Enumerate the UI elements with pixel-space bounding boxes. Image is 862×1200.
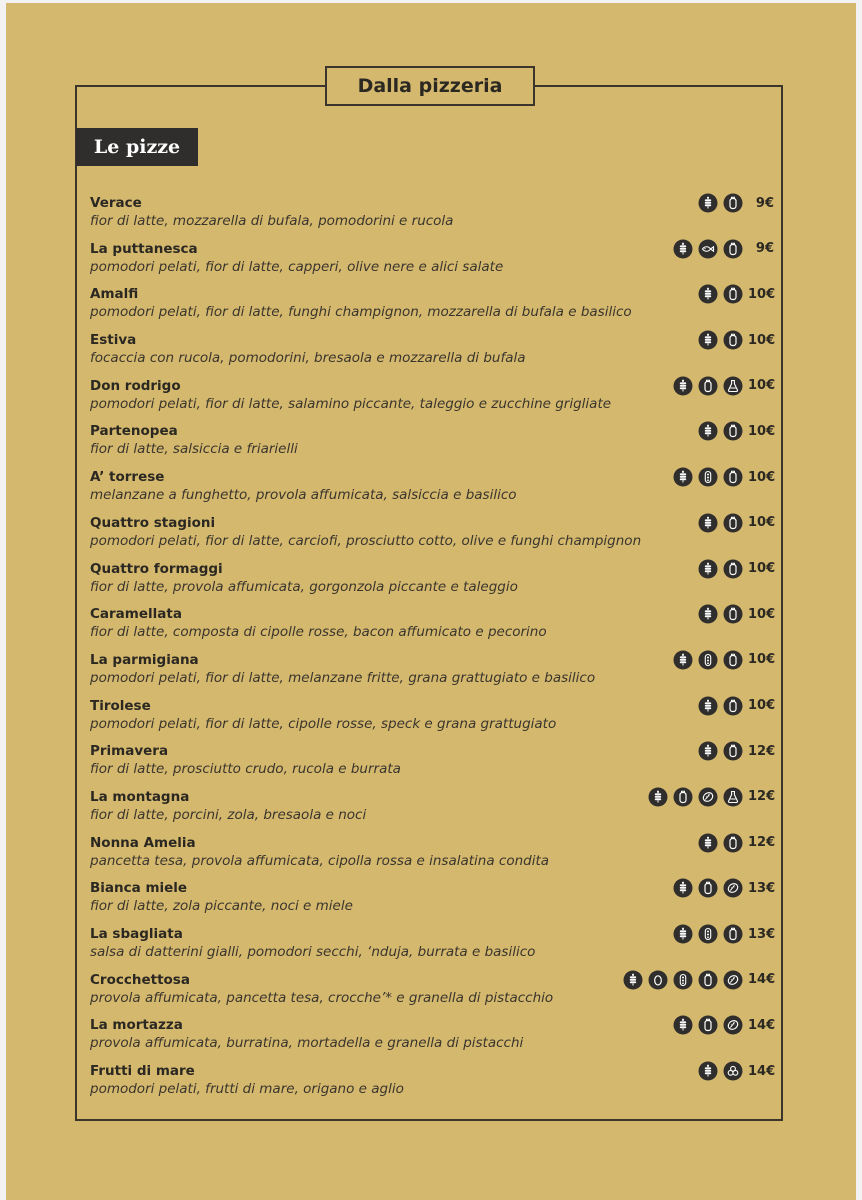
- item-meta: [698, 1060, 774, 1082]
- item-name: Verace: [90, 195, 142, 211]
- gluten-icon: [673, 376, 693, 396]
- lactose-icon: [723, 559, 743, 579]
- item-description: provola affumicata, pancetta tesa, crocche’* e granella di pistacchio: [90, 989, 554, 1006]
- menu-title: Dalla pizzeria: [325, 66, 535, 106]
- gluten-icon: [698, 513, 718, 533]
- item-price: 13€: [748, 880, 776, 896]
- item-price: 10€: [748, 606, 776, 622]
- item-price: 10€: [748, 469, 776, 485]
- item-meta: [623, 969, 774, 991]
- lactose-icon: [723, 421, 743, 441]
- item-price: 12€: [748, 789, 776, 805]
- menu-item: [90, 329, 774, 375]
- item-price: 10€: [748, 423, 776, 439]
- item-description: salsa di datterini gialli, pomodori secchi, ‘nduja, burrata e basilico: [90, 944, 536, 960]
- menu-item: [90, 283, 774, 329]
- item-name: La parmigiana: [90, 651, 199, 668]
- lactose-icon: [723, 467, 743, 487]
- item-name: La sbagliata: [90, 926, 183, 942]
- section-title: Le pizze: [76, 128, 198, 166]
- lactose-icon: [723, 741, 743, 761]
- item-meta: [648, 786, 774, 808]
- allergen-icons: [698, 421, 743, 441]
- allergen-icons: [698, 741, 743, 761]
- egg-icon: [648, 970, 668, 990]
- item-meta: [673, 238, 774, 260]
- item-meta: [673, 375, 774, 397]
- menu-item: [90, 740, 774, 786]
- item-meta: [698, 420, 774, 442]
- item-name: Partenopea: [90, 423, 178, 440]
- allergen-icons: [673, 924, 743, 944]
- allergen-icons: [673, 650, 743, 670]
- item-description: fior di latte, porcini, zola, bresaola e noci: [90, 806, 367, 823]
- gluten-icon: [698, 330, 718, 350]
- item-price: 14€: [748, 1017, 776, 1033]
- menu-item: [90, 923, 774, 969]
- item-name: Primavera: [90, 743, 169, 760]
- menu-item: [90, 512, 774, 558]
- item-name: Amalfi: [90, 286, 139, 303]
- menu-page: [6, 3, 856, 1200]
- allergen-icons: [698, 833, 743, 853]
- allergen-icons: [698, 559, 743, 579]
- lactose-icon: [723, 239, 743, 259]
- allergen-icons: [698, 1061, 743, 1081]
- menu-item: [90, 1060, 774, 1106]
- item-name: Tirolese: [90, 697, 151, 714]
- item-meta: [698, 329, 774, 351]
- menu-item: [90, 192, 774, 238]
- item-price: 12€: [748, 835, 776, 851]
- item-meta: [698, 558, 774, 580]
- item-description: pomodori pelati, fior di latte, carciofi, prosciutto cotto, olive e funghi champignon: [90, 532, 642, 549]
- item-meta: [698, 603, 774, 625]
- gluten-icon: [698, 421, 718, 441]
- item-name: Quattro stagioni: [90, 514, 216, 531]
- allergen-icons: [673, 239, 743, 259]
- sulfite-icon: [723, 376, 743, 396]
- gluten-icon: [673, 239, 693, 259]
- item-name: Don rodrigo: [90, 377, 181, 394]
- item-name: La montagna: [90, 788, 190, 805]
- item-name: Caramellata: [90, 606, 182, 623]
- lactose-icon: [723, 833, 743, 853]
- allergen-icons: [698, 696, 743, 716]
- item-description: pomodori pelati, fior di latte, capperi, olive nere e alici salate: [90, 258, 504, 275]
- shellfish-icon: [723, 1061, 743, 1081]
- nuts-icon: [723, 878, 743, 898]
- item-description: melanzane a funghetto, provola affumicata, salsiccia e basilico: [90, 487, 517, 504]
- lactose-icon: [698, 376, 718, 396]
- item-description: pomodori pelati, fior di latte, cipolle rosse, speck e grana grattugiato: [90, 715, 557, 732]
- sulfite-icon: [723, 787, 743, 807]
- allergen-icons: [623, 970, 743, 990]
- item-price: 14€: [748, 1063, 776, 1079]
- soy-icon: [698, 650, 718, 670]
- item-description: fior di latte, zola piccante, noci e miele: [90, 898, 353, 915]
- item-description: fior di latte, provola affumicata, gorgonzola piccante e taleggio: [90, 578, 518, 595]
- item-meta: [698, 740, 774, 762]
- allergen-icons: [673, 467, 743, 487]
- fish-icon: [698, 239, 718, 259]
- lactose-icon: [723, 513, 743, 533]
- item-meta: [673, 877, 774, 899]
- item-price: 10€: [748, 652, 776, 668]
- gluten-icon: [673, 467, 693, 487]
- menu-item: [90, 695, 774, 741]
- menu-item: [90, 877, 774, 923]
- menu-item: [90, 969, 774, 1015]
- item-meta: [698, 832, 774, 854]
- item-meta: [673, 649, 774, 671]
- nuts-icon: [723, 970, 743, 990]
- item-name: Bianca miele: [90, 880, 188, 897]
- allergen-icons: [698, 284, 743, 304]
- menu-item: [90, 786, 774, 832]
- item-price: 10€: [748, 332, 776, 348]
- item-meta: [698, 512, 774, 534]
- item-description: pancetta tesa, provola affumicata, cipolla rossa e insalatina condita: [90, 852, 550, 869]
- item-meta: [673, 466, 774, 488]
- item-price: 10€: [748, 286, 776, 302]
- item-name: Crocchettosa: [90, 971, 190, 988]
- lactose-icon: [723, 604, 743, 624]
- item-name: Frutti di mare: [90, 1063, 195, 1080]
- item-description: provola affumicata, burratina, mortadella e granella di pistacchi: [90, 1035, 524, 1052]
- gluten-icon: [698, 284, 718, 304]
- gluten-icon: [698, 193, 718, 213]
- gluten-icon: [673, 1015, 693, 1035]
- item-price: 10€: [748, 515, 776, 531]
- gluten-icon: [698, 696, 718, 716]
- menu-item: [90, 420, 774, 466]
- lactose-icon: [673, 787, 693, 807]
- lactose-icon: [723, 696, 743, 716]
- item-meta: [698, 283, 774, 305]
- menu-item: [90, 649, 774, 695]
- item-price: 10€: [748, 378, 776, 394]
- menu-list: [90, 192, 774, 1106]
- item-price: 10€: [748, 561, 776, 576]
- item-meta: [673, 923, 774, 945]
- lactose-icon: [723, 284, 743, 304]
- item-description: pomodori pelati, fior di latte, salamino piccante, taleggio e zucchine grigliate: [90, 395, 612, 412]
- lactose-icon: [698, 1015, 718, 1035]
- item-description: pomodori pelati, fior di latte, funghi champignon, mozzarella di bufala e basilico: [90, 304, 632, 321]
- gluten-icon: [698, 741, 718, 761]
- item-price: 13€: [748, 926, 776, 942]
- gluten-icon: [698, 1061, 718, 1081]
- item-description: fior di latte, prosciutto crudo, rucola e burrata: [90, 761, 401, 778]
- item-description: fior di latte, composta di cipolle rosse, bacon affumicato e pecorino: [90, 624, 547, 641]
- menu-item: [90, 375, 774, 421]
- item-name: Nonna Amelia: [90, 834, 196, 851]
- lactose-icon: [698, 970, 718, 990]
- gluten-icon: [698, 559, 718, 579]
- nuts-icon: [698, 787, 718, 807]
- item-description: fior di latte, salsiccia e friarielli: [90, 441, 298, 458]
- item-name: A’ torrese: [90, 469, 165, 486]
- lactose-icon: [723, 924, 743, 944]
- item-description: pomodori pelati, fior di latte, melanzane fritte, grana grattugiato e basilico: [90, 669, 596, 686]
- item-name: La mortazza: [90, 1017, 183, 1034]
- item-description: fior di latte, mozzarella di bufala, pomodorini e rucola: [90, 213, 454, 229]
- gluten-icon: [698, 833, 718, 853]
- menu-item: [90, 558, 774, 604]
- menu-item: [90, 832, 774, 878]
- gluten-icon: [648, 787, 668, 807]
- menu-item: [90, 466, 774, 512]
- item-name: Estiva: [90, 332, 137, 349]
- gluten-icon: [673, 924, 693, 944]
- soy-icon: [673, 970, 693, 990]
- allergen-icons: [673, 376, 743, 396]
- item-price: 14€: [748, 972, 776, 988]
- gluten-icon: [673, 650, 693, 670]
- item-description: focaccia con rucola, pomodorini, bresaola e mozzarella di bufala: [90, 350, 526, 367]
- item-description: pomodori pelati, frutti di mare, origano e aglio: [90, 1081, 404, 1098]
- item-price: 9€: [755, 241, 774, 257]
- item-meta: [673, 1014, 774, 1036]
- allergen-icons: [648, 787, 743, 807]
- allergen-icons: [673, 878, 743, 898]
- gluten-icon: [698, 604, 718, 624]
- menu-item: [90, 238, 774, 284]
- gluten-icon: [623, 970, 643, 990]
- allergen-icons: [698, 330, 743, 350]
- item-name: Quattro formaggi: [90, 560, 223, 577]
- item-name: La puttanesca: [90, 240, 198, 257]
- item-price: 10€: [748, 698, 776, 714]
- item-meta: [698, 192, 774, 214]
- soy-icon: [698, 924, 718, 944]
- lactose-icon: [723, 330, 743, 350]
- menu-item: [90, 1014, 774, 1060]
- allergen-icons: [698, 513, 743, 533]
- item-price: 12€: [748, 743, 776, 759]
- allergen-icons: [673, 1015, 743, 1035]
- item-price: 9€: [755, 195, 774, 211]
- nuts-icon: [723, 1015, 743, 1035]
- allergen-icons: [698, 193, 743, 213]
- lactose-icon: [723, 193, 743, 213]
- soy-icon: [698, 467, 718, 487]
- allergen-icons: [698, 604, 743, 624]
- item-meta: [698, 695, 774, 717]
- lactose-icon: [723, 650, 743, 670]
- gluten-icon: [673, 878, 693, 898]
- menu-item: [90, 603, 774, 649]
- lactose-icon: [698, 878, 718, 898]
